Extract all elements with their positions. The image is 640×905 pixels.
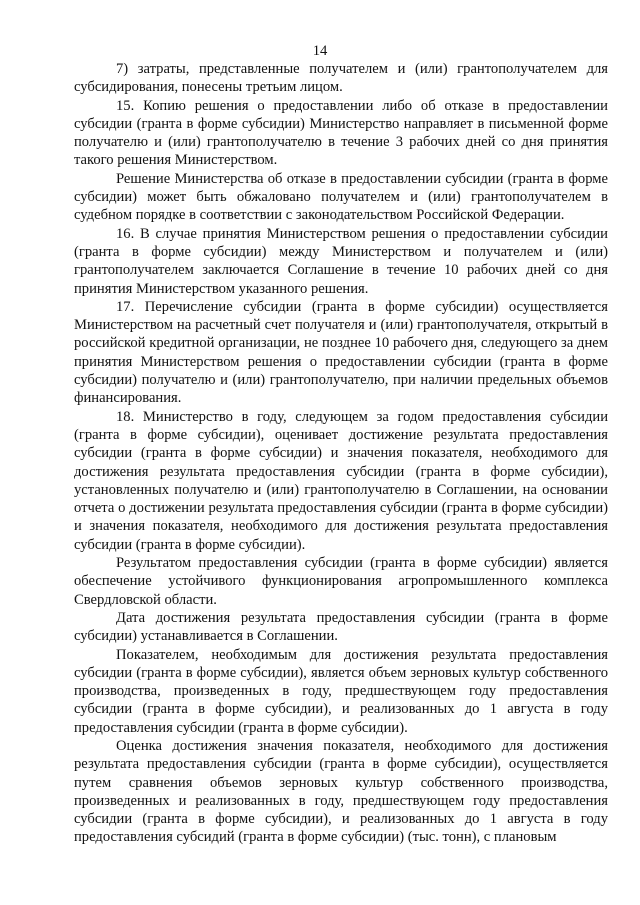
paragraph-item-7: 7) затраты, представленные получателем и (или) грантополучателем для субсидирования, понесены третьим лицом. [74, 61, 608, 96]
page-number: 14 [312, 43, 328, 59]
paragraph-refusal-appeal: Решение Министерства об отказе в предоставлении субсидии (гранта в форме субсидии) может быть обжаловано получателем и (или) грантополучателем в судебном порядке в соответствии с законодательством Российской Федерации. [74, 170, 608, 224]
paragraph-17: 17. Перечисление субсидии (гранта в форме субсидии) осуществляется Министерством на расчетный счет получателя и (или) грантополучателя, открытый в российской кредитной организации, не позднее 10 рабочего дня, следующего за днем принятия Министерством решения о предоставлении субсидии (гранта в форме субсидии) получателю и (или) грантополучателю, при наличии предельных объемов финансирования. [74, 298, 608, 407]
paragraph-result-date: Дата достижения результата предоставления субсидии (гранта в форме субсидии) устанавливается в Соглашении. [74, 609, 608, 645]
document-body [74, 60, 608, 847]
paragraph-16: 16. В случае принятия Министерством решения о предоставлении субсидии (гранта в форме субсидии) между Министерством и получателем и (или) грантополучателем заключается Соглашение в течение 10 рабочих дней со дня принятия Министерством указанного решения. [74, 225, 608, 297]
paragraph-18: 18. Министерство в году, следующем за годом предоставления субсидии (гранта в форме субсидии), оценивает достижение результата предоставления субсидии (гранта в форме субсидии) и значения показателя, необходимого для достижения результата предоставления субсидии (гранта в форме субсидии), установленных получателю и (или) грантополучателю в Соглашении, на основании отчета о достижении результата предоставления субсидии (гранта в форме субсидии) и значения показателя, необходимого для достижения результата предоставления субсидии (гранта в форме субсидии). [74, 408, 608, 553]
paragraph-indicator: Показателем, необходимым для достижения результата предоставления субсидии (гранта в форме субсидии), является объем зерновых культур собственного производства, произведенных в году, предшествующем году предоставления субсидии (гранта в форме субсидии), и реализованных до 1 августа в году предоставления субсидии (гранта в форме субсидии). [74, 646, 608, 736]
paragraph-15: 15. Копию решения о предоставлении либо об отказе в предоставлении субсидии (гранта в форме субсидии) Министерство направляет в письменной форме получателю и (или) грантополучателю в течение 3 рабочих дней со дня принятия такого решения Министерством. [74, 97, 608, 169]
paragraph-result: Результатом предоставления субсидии (гранта в форме субсидии) является обеспечение устойчивого функционирования агропромышленного комплекса Свердловской области. [74, 555, 608, 608]
paragraph-evaluation: Оценка достижения значения показателя, необходимого для достижения результата предоставления субсидии (гранта в форме субсидии), осуществляется путем сравнения объемов зерновых культур собственного производства, произведенных и реализованных в году, предшествующем году предоставления субсидии (гранта в форме субсидии), и реализованных до 1 августа в году предоставления субсидий (гранта в форме субсидии) (тыс. тонн), с плановым [74, 737, 608, 846]
